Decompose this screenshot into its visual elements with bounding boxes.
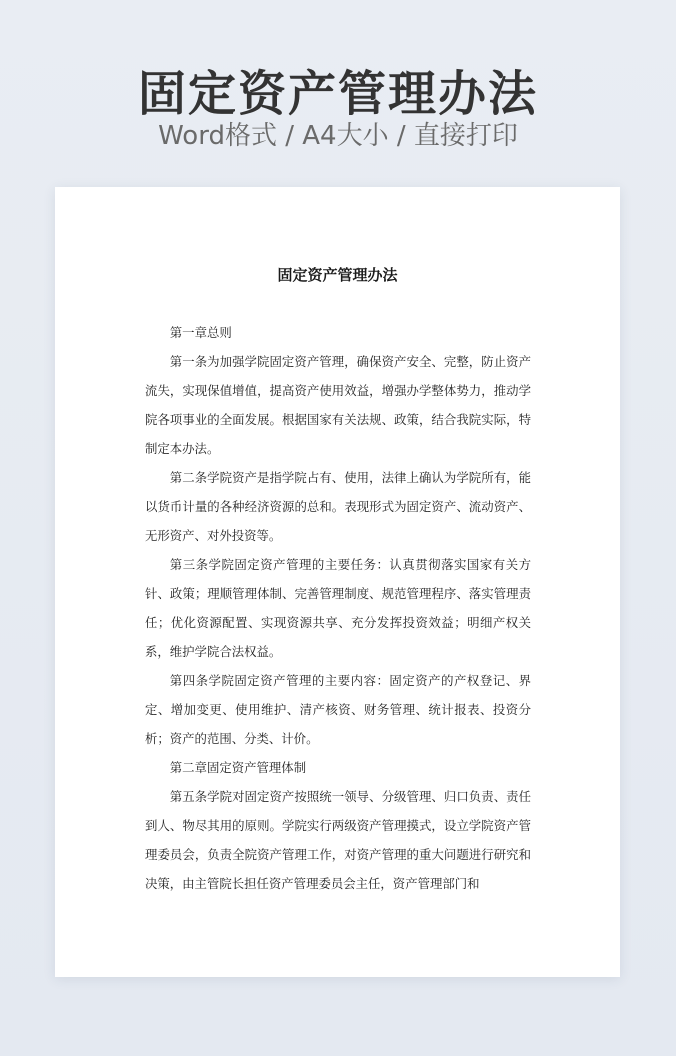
chapter-heading: 第一章总则 [169,325,232,340]
banner-title: 固定资产管理办法 [137,66,538,122]
document-paragraph: 第二条学院资产是指学院占有、使用，法律上确认为学院所有，能以货币计量的各种经济资源的总和。表现形式为固定资产、流动资产、无形资产、对外投资等。 [145,470,531,543]
document-body [145,318,531,898]
chapter-heading: 第二章固定资产管理体制 [169,760,307,775]
document-paragraph: 第三条学院固定资产管理的主要任务：认真贯彻落实国家有关方针、政策；理顺管理体制、完善管理制度、规范管理程序、落实管理责任；优化资源配置、实现资源共享、充分发挥投资效益；明细产权关系，维护学院合法权益。 [145,557,531,659]
document-title: 固定资产管理办法 [277,266,398,284]
document-paragraph: 第一条为加强学院固定资产管理，确保资产安全、完整，防止资产流失，实现保值增值，提高资产使用效益，增强办学整体势力，推动学院各项事业的全面发展。根据国家有关法规、政策，结合我院实际，特制定本办法。 [145,354,531,456]
banner-subtitle: Word格式 / A4大小 / 直接打印 [158,121,518,151]
document-paragraph: 第五条学院对固定资产按照统一领导、分级管理、归口负责、责任到人、物尽其用的原则。学院实行两级资产管理摸式，设立学院资产管理委员会，负责全院资产管理工作，对资产管理的重大问题进行研究和决策，由主管院长担任资产管理委员会主任，资产管理部门和 [145,789,531,891]
document-paragraph: 第四条学院固定资产管理的主要内容：固定资产的产权登记、界定、增加变更、使用维护、清产核资、财务管理、统计报表、投资分析；资产的范围、分类、计价。 [145,673,531,746]
